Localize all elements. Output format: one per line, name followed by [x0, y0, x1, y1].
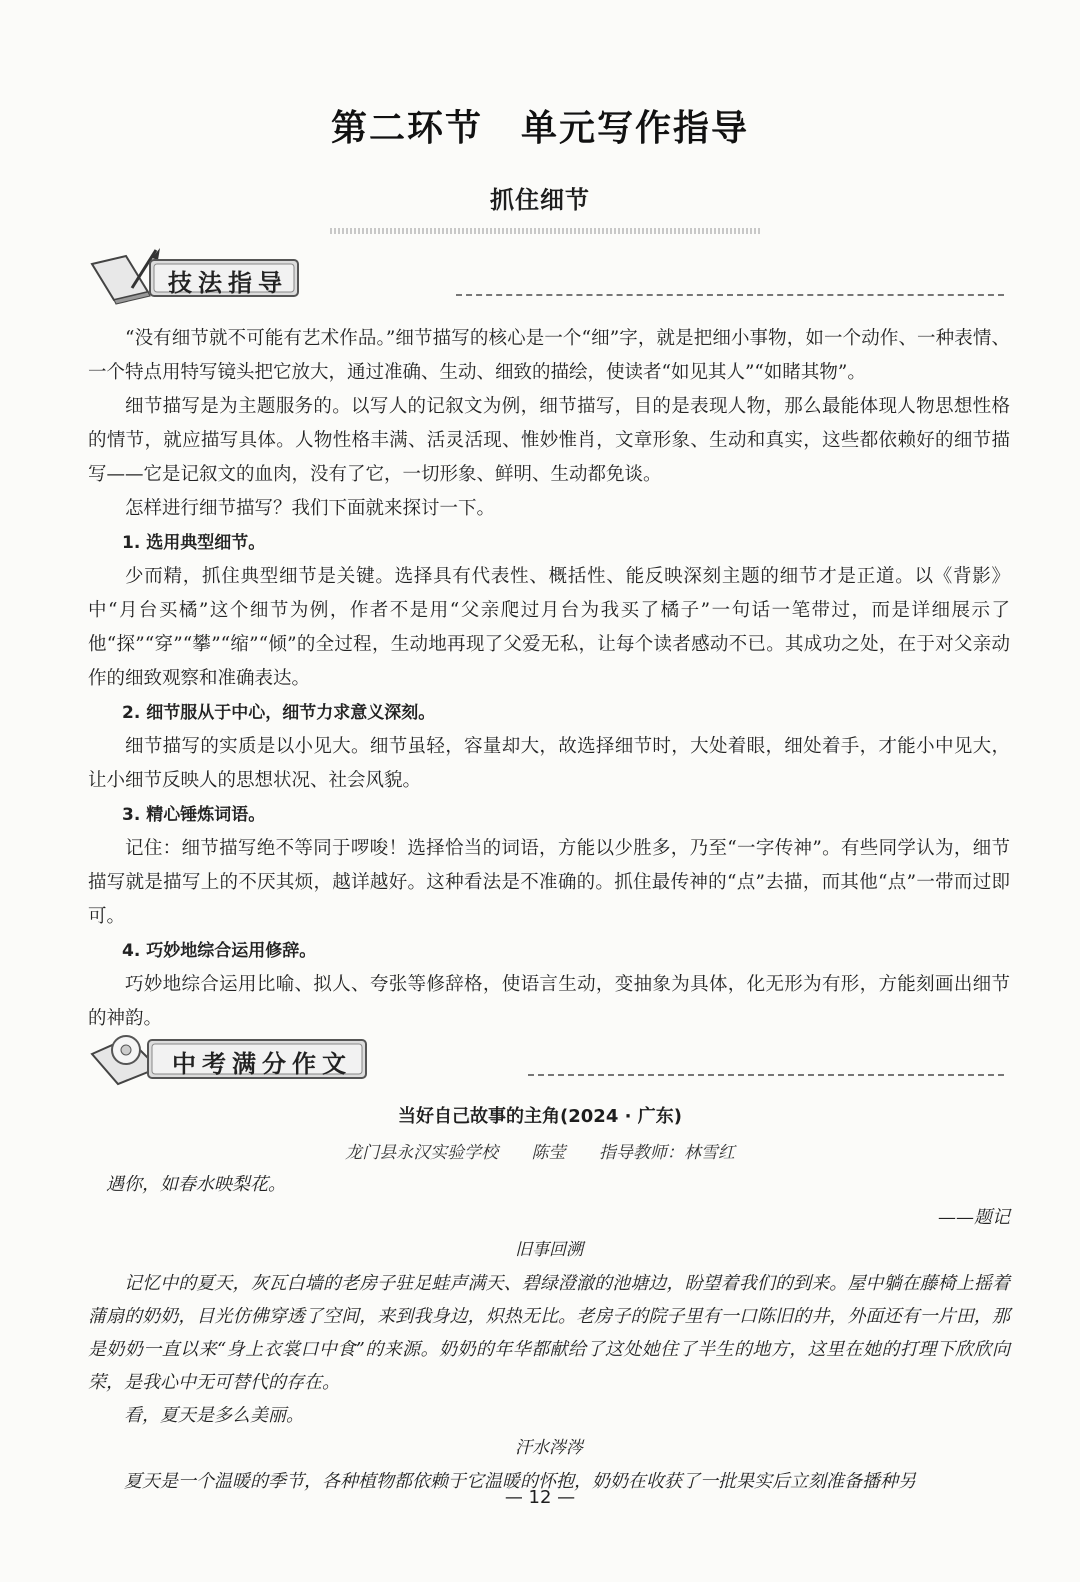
section-label-essay: 中考满分作文	[172, 1049, 352, 1078]
teacher-name: 指导教师：林雪红	[598, 1143, 735, 1163]
point-text: 细节描写的实质是以小见大。细节虽轻，容量却大，故选择细节时，大处着眼，细处着手，才能小中见大，让小细节反映人的思想状况、社会风貌。	[88, 736, 1010, 791]
essay-body	[88, 1168, 1010, 1498]
chapter-title: 第二环节 单元写作指导	[330, 107, 749, 149]
epigraph: 遇你，如春水映梨花。	[106, 1174, 286, 1195]
paragraph: “没有细节就不可能有艺术作品。”细节描写的核心是一个“细”字，就是把细小事物，如一个动作、一种表情、一个特点用特写镜头把它放大，通过准确、生动、细致的描绘，使读者“如见其人”“如睹其物”。	[88, 328, 1010, 383]
essay-paragraph: 记忆中的夏天，灰瓦白墙的老房子驻足蛙声满天、碧绿澄澈的池塘边，盼望着我们的到来。屋中躺在藤椅上摇着蒲扇的奶奶，目光仿佛穿透了空间，来到我身边，炽热无比。老房子的院子里有一口陈旧的井，外面还有一片田，那是奶奶一直以来“身上衣裳口中食”的来源。奶奶的年华都献给了这处她住了半生的地方，这里在她的打理下欣欣向荣，是我心中无可替代的存在。	[88, 1273, 1010, 1393]
paragraph: 怎样进行细节描写？我们下面就来探讨一下。	[125, 498, 496, 519]
author-name: 陈莹	[531, 1143, 566, 1163]
essay-subheading: 汗水涔涔	[515, 1438, 583, 1458]
banner-dashed-line	[456, 294, 1004, 296]
point-text: 少而精，抓住典型细节是关键。选择具有代表性、概括性、能反映深刻主题的细节才是正道。以《背影》中“月台买橘”这个细节为例，作者不是用“父亲爬过月台为我买了橘子”一句话一笔带过，而是详细展示了他“探”“穿”“攀”“缩”“倾”的全过程，生动地再现了父爱无私，让每个读者感动不已。其成功之处，在于对父亲动作的细致观察和准确表达。	[88, 566, 1010, 689]
section-banner-essay	[88, 1024, 1010, 1084]
point-heading: 2. 细节服从于中心，细节力求意义深刻。	[122, 703, 436, 723]
section-banner-technique	[88, 246, 1010, 306]
school-name: 龙门县永汉实验学校	[345, 1143, 499, 1163]
technique-body	[88, 322, 1010, 1036]
point-heading: 4. 巧妙地综合运用修辞。	[122, 941, 317, 961]
essay-paragraph: 看，夏天是多么美丽。	[124, 1405, 304, 1426]
section-label-technique: 技法指导	[168, 268, 288, 297]
paragraph: 细节描写是为主题服务的。以写人的记叙文为例，细节描写，目的是表现人物，那么最能体现人物思想性格的情节，就应描写具体。人物性格丰满、活灵活现、惟妙惟肖，文章形象、生动和真实，这些都依赖好的细节描写——它是记叙文的血肉，没有了它，一切形象、鲜明、生动都免谈。	[88, 396, 1010, 485]
essay-title: 当好自己故事的主角(2024 · 广东)	[398, 1106, 682, 1127]
section-subtitle: 抓住细节	[490, 186, 590, 214]
essay-subheading: 旧事回溯	[515, 1240, 583, 1260]
point-text: 记住：细节描写绝不等同于啰唆！选择恰当的词语，方能以少胜多，乃至“一字传神”。有些同学认为，细节描写就是描写上的不厌其烦，越详越好。这种看法是不准确的。抓住最传神的“点”去描，而其他“点”一带而过即可。	[88, 838, 1010, 927]
point-heading: 3. 精心锤炼词语。	[122, 805, 266, 825]
banner-dashed-line	[528, 1074, 1004, 1076]
point-heading: 1. 选用典型细节。	[122, 533, 266, 553]
page-number: — 12 —	[504, 1487, 576, 1508]
essay-byline	[0, 1138, 1080, 1163]
epigraph-note: ——题记	[938, 1207, 1010, 1228]
essay-paragraph: 夏天是一个温暖的季节，各种植物都依赖于它温暖的怀抱，奶奶在收获了一批果实后立刻准备播种另	[124, 1471, 916, 1492]
subtitle-divider	[330, 228, 760, 234]
point-text: 巧妙地综合运用比喻、拟人、夸张等修辞格，使语言生动，变抽象为具体，化无形为有形，方能刻画出细节的神韵。	[88, 974, 1010, 1029]
